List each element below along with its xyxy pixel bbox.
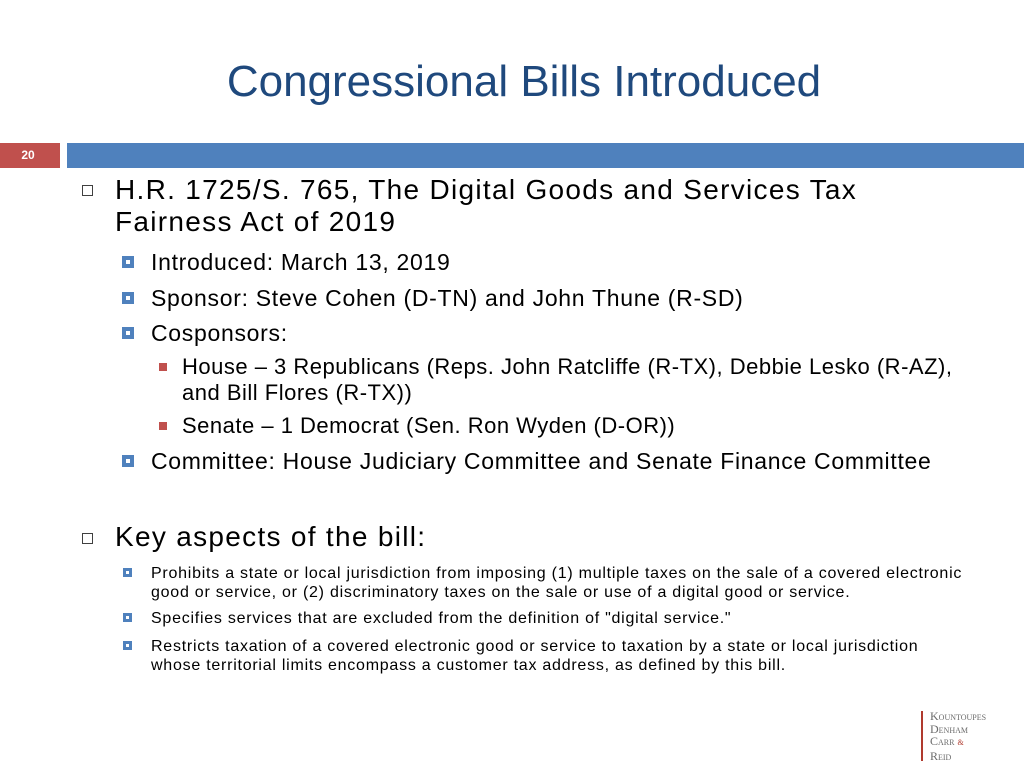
bullet-sponsor: Sponsor: Steve Cohen (D-TN) and John Thune (R-SD) [151,285,744,311]
bullet-prohibits [151,564,962,602]
bullet-restricts [151,637,918,675]
blue-square-bullet-icon [123,613,132,622]
slide-number-badge [0,143,60,168]
red-square-bullet-icon [159,363,167,371]
bill-heading-line: Fairness Act of 2019 [115,206,397,237]
hollow-square-bullet-icon [82,533,93,544]
blue-square-bullet-icon [123,568,132,577]
bullet-line: whose territorial limits encompass a customer tax address, as defined by this bill. [151,657,786,674]
bullet-line: Prohibits a state or local jurisdiction from imposing (1) multiple taxes on the sale of a covered electronic [151,565,963,582]
bill-heading [115,174,857,238]
bill-heading-line: H.R. 1725/S. 765, The Digital Goods and Services Tax [115,174,858,205]
slide-title: Congressional Bills Introduced [226,57,822,106]
key-aspects-heading: Key aspects of the bill: [115,521,427,552]
blue-square-bullet-icon [123,641,132,650]
blue-square-bullet-icon [122,455,134,467]
subbullet-line: House – 3 Republicans (Reps. John Ratcliffe (R-TX), Debbie Lesko (R-AZ), [182,354,953,379]
header-bar [67,143,1024,168]
subbullet-line: and Bill Flores (R-TX)) [182,380,413,405]
subbullet-house-cosponsors [182,354,952,406]
blue-square-bullet-icon [122,292,134,304]
red-square-bullet-icon [159,422,167,430]
bullet-introduced: Introduced: March 13, 2019 [151,249,451,275]
logo-line: Reid [930,748,952,763]
bullet-cosponsors: Cosponsors: [151,320,288,346]
blue-square-bullet-icon [122,256,134,268]
slide-number: 20 [21,148,35,162]
logo-ampersand: & [957,738,964,747]
logo-rule [921,711,923,761]
bullet-line: Restricts taxation of a covered electronic good or service to taxation by a state or local jurisdiction [151,638,919,655]
blue-square-bullet-icon [122,327,134,339]
bullet-committee: Committee: House Judiciary Committee and Senate Finance Committee [151,448,932,474]
firm-logo [930,710,986,762]
bullet-specifies: Specifies services that are excluded from the definition of "digital service." [151,610,732,627]
logo-line [930,735,986,750]
hollow-square-bullet-icon [82,185,93,196]
logo-line: Kountoupes [930,709,987,723]
subbullet-senate-cosponsors: Senate – 1 Democrat (Sen. Ron Wyden (D-OR)) [182,413,676,438]
bullet-line: good or service, or (2) discriminatory taxes on the sale or use of a digital good or service. [151,584,851,601]
logo-word: Carr [930,734,955,748]
logo-line: Denham [930,721,968,736]
